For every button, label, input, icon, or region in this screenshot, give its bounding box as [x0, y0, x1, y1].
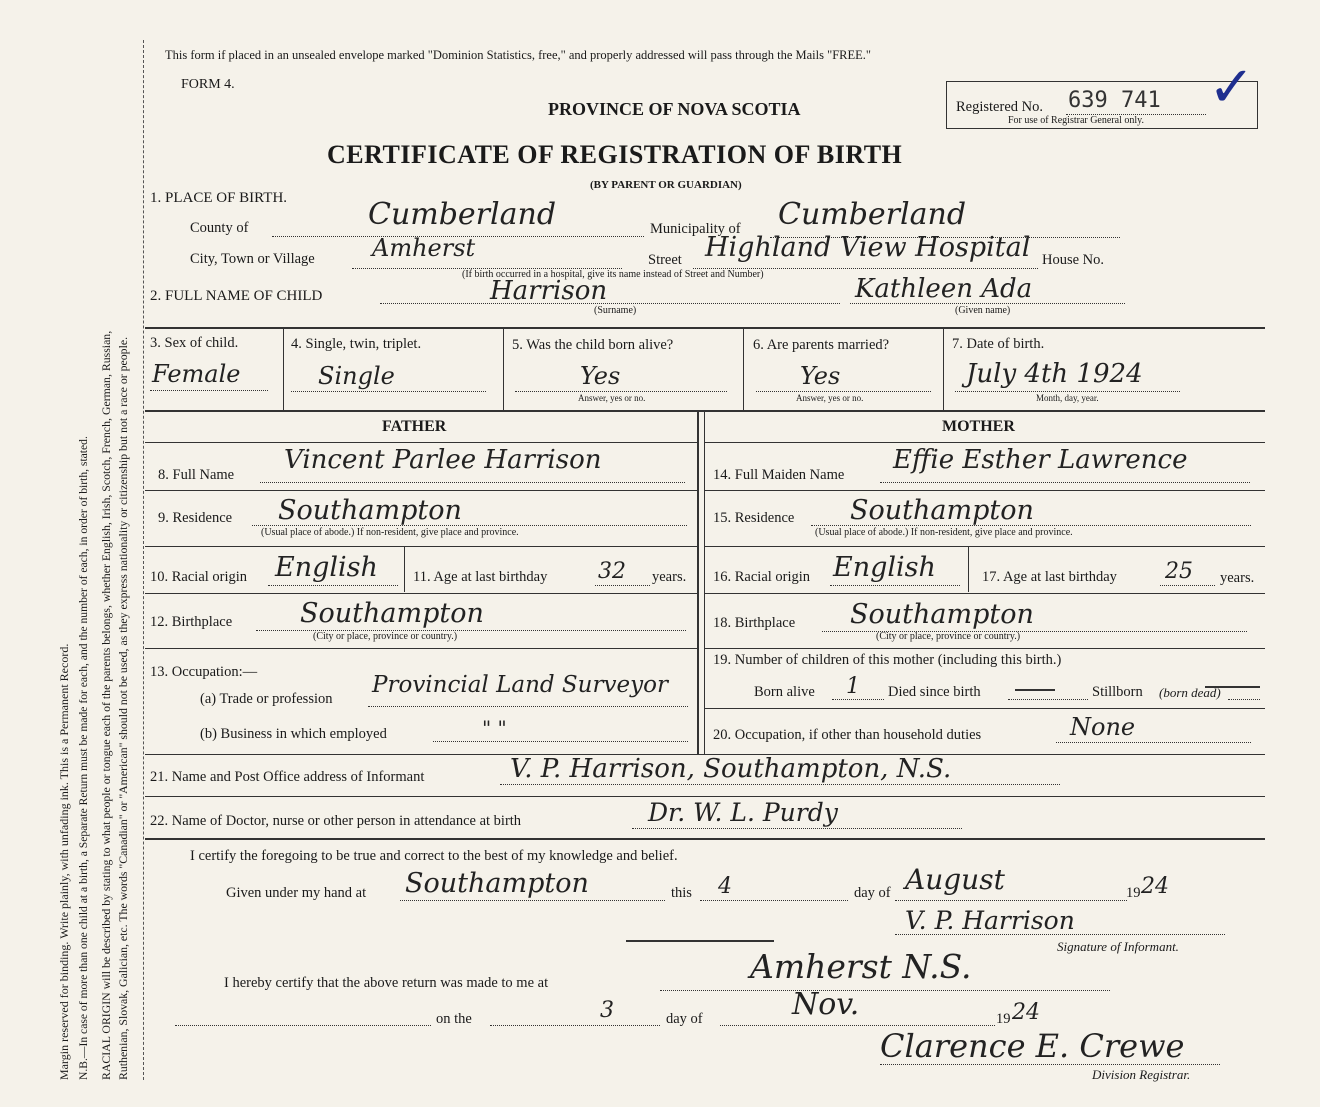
given-day-line	[700, 900, 848, 901]
given-caption: (Given name)	[955, 305, 1011, 316]
born-alive-count-line	[832, 699, 884, 700]
grid-line-heading-l	[145, 442, 697, 443]
father-occupation-label: 13. Occupation:—	[150, 664, 258, 680]
informant-label: 21. Name and Post Office address of Informant	[150, 769, 425, 785]
registered-label: Registered No.	[956, 99, 1043, 115]
given-month-line	[895, 900, 1127, 901]
mother-name-label: 14. Full Maiden Name	[713, 467, 845, 483]
registrar-note: For use of Registrar General only.	[1008, 115, 1144, 126]
surname-caption: (Surname)	[594, 305, 637, 316]
sex-label: 3. Sex of child.	[150, 335, 239, 351]
father-trade-line	[368, 706, 688, 707]
given-under-label: Given under my hand at	[226, 885, 367, 901]
grid-f-3	[145, 593, 697, 594]
died-line	[1008, 699, 1088, 700]
mother-residence-label: 15. Residence	[713, 510, 795, 526]
father-race-label: 10. Racial origin	[150, 569, 248, 585]
margin-rule	[143, 40, 144, 1080]
mother-years-label: years.	[1220, 570, 1255, 586]
day-of-label: day of	[854, 885, 891, 901]
mother-birthplace-value: Southampton	[850, 599, 1034, 630]
given-place-line	[400, 900, 665, 901]
father-years-label: years.	[652, 569, 687, 585]
place-of-birth-label: 1. PLACE OF BIRTH.	[150, 190, 288, 206]
father-business-value: " "	[482, 716, 507, 740]
mother-residence-value: Southampton	[850, 495, 1034, 526]
father-residence-value: Southampton	[278, 495, 462, 526]
hospital-note: (If birth occurred in a hospital, give its name instead of Street and Number)	[462, 269, 764, 280]
on-the-label: on the	[436, 1011, 472, 1027]
certificate-title: CERTIFICATE OF REGISTRATION OF BIRTH	[327, 140, 903, 169]
married-line	[756, 391, 931, 392]
given-line	[850, 303, 1125, 304]
date-line	[955, 391, 1180, 392]
sex-line	[150, 390, 268, 391]
mother-race-div	[968, 547, 969, 592]
mother-res-line	[811, 525, 1251, 526]
father-trade-label: (a) Trade or profession	[200, 691, 333, 707]
hereby-statement: I hereby certify that the above return was made to me at	[224, 975, 549, 991]
given-year-prefix: 19	[1126, 885, 1141, 901]
mother-children-label: 19. Number of children of this mother (including this birth.)	[713, 652, 1062, 668]
given-place-value: Southampton	[405, 868, 589, 899]
registered-number: 639 741	[1068, 88, 1161, 113]
mother-race-value: English	[833, 552, 936, 583]
county-label: County of	[190, 220, 249, 236]
given-month-value: August	[905, 863, 1005, 896]
mother-heading: MOTHER	[942, 418, 1015, 435]
mother-born-alive-value: 1	[846, 674, 860, 699]
grid-line-22	[145, 838, 1265, 840]
street-value: Highland View Hospital	[705, 232, 1031, 263]
stillborn-dash	[1205, 686, 1260, 688]
grid-f-4	[145, 648, 697, 649]
row3-div-4	[943, 328, 944, 410]
registration-year-prefix: 19	[996, 1011, 1011, 1027]
date-of-birth-label: 7. Date of birth.	[952, 336, 1045, 352]
surname-value: Harrison	[490, 276, 608, 306]
grid-m-4	[705, 648, 1265, 649]
father-race-div	[404, 547, 405, 592]
father-age-line	[595, 585, 650, 586]
row3-div-2	[503, 328, 504, 410]
registration-day-line	[490, 1025, 660, 1026]
father-trade-value: Provincial Land Surveyor	[372, 672, 668, 698]
center-divider	[697, 411, 699, 754]
grid-line-row3	[145, 410, 1265, 412]
registrar-label: Division Registrar.	[1092, 1067, 1191, 1082]
informant-value: V. P. Harrison, Southampton, N.S.	[510, 754, 952, 784]
mother-occupation-label: 20. Occupation, if other than household duties	[713, 727, 982, 743]
sex-value: Female	[152, 360, 241, 388]
grid-line-top	[145, 327, 1265, 329]
father-birthplace-label: 12. Birthplace	[150, 614, 233, 630]
registrar-line	[880, 1064, 1220, 1065]
row3-div-3	[743, 328, 744, 410]
surname-line	[380, 303, 840, 304]
father-age-label: 11. Age at last birthday	[413, 569, 548, 585]
signature-line	[895, 934, 1225, 935]
county-value: Cumberland	[368, 197, 557, 232]
mother-race-line	[830, 585, 960, 586]
mother-occupation-value: None	[1070, 713, 1136, 741]
father-age-value: 32	[598, 559, 626, 584]
grid-m-1	[705, 490, 1265, 491]
father-name-line	[260, 482, 685, 483]
mother-birthplace-label: 18. Birthplace	[713, 615, 796, 631]
attendant-label: 22. Name of Doctor, nurse or other person in attendance at birth	[150, 813, 522, 829]
certify-statement: I certify the foregoing to be true and correct to the best of my knowledge and belief.	[190, 848, 678, 864]
form-number: FORM 4.	[181, 77, 235, 92]
died-dash	[1015, 689, 1055, 691]
born-alive-caption: Answer, yes or no.	[578, 393, 646, 403]
born-alive-label: 5. Was the child born alive?	[512, 337, 674, 353]
province-title: PROVINCE OF NOVA SCOTIA	[548, 99, 801, 119]
father-race-value: English	[275, 552, 378, 583]
given-name-value: Kathleen Ada	[855, 274, 1033, 304]
registration-day-of-label: day of	[666, 1011, 703, 1027]
date-caption: Month, day, year.	[1036, 393, 1099, 403]
father-race-line	[268, 585, 398, 586]
certificate-subtitle: (BY PARENT OR GUARDIAN)	[590, 179, 742, 191]
mother-age-value: 25	[1165, 559, 1193, 584]
street-label: Street	[648, 252, 682, 268]
plurality-line	[291, 391, 486, 392]
attendant-value: Dr. W. L. Purdy	[648, 798, 838, 827]
margin-note-racial-origin-cont: Ruthenian, Slovak, Galician, etc. The words "Canadian" or "American" should not be used, as they express nationality or citizenship but not a race or people.	[116, 336, 130, 1080]
mother-age-line	[1160, 585, 1215, 586]
born-alive-value: Yes	[580, 362, 621, 390]
father-residence-caption: (Usual place of abode.) If non-resident, give place and province.	[261, 527, 519, 538]
married-caption: Answer, yes or no.	[796, 393, 864, 403]
married-label: 6. Are parents married?	[753, 337, 890, 353]
married-value: Yes	[800, 362, 841, 390]
margin-note-permanent: Margin reserved for binding. Write plainly, with unfading ink. This is a Permanent Record.	[57, 643, 71, 1080]
municipality-value: Cumberland	[778, 197, 967, 232]
plurality-label: 4. Single, twin, triplet.	[291, 336, 422, 352]
grid-line-21	[145, 796, 1265, 797]
lead-line	[175, 1025, 431, 1026]
municipality-label: Municipality of	[650, 221, 741, 237]
margin-note-multiple-births: N.B.—In case of more than one child at a birth, a Separate Return must be made for each, and the number of each, in order of birth, stated.	[77, 436, 90, 1080]
father-res-line	[252, 525, 687, 526]
city-value: Amherst	[372, 234, 476, 262]
father-business-label: (b) Business in which employed	[200, 726, 387, 742]
margin-note-racial-origin: RACIAL ORIGIN will be described by stating to what people or tongue each of the parents belongs, whether English, Irish, Scotch, French, German, Russian,	[99, 330, 113, 1080]
registration-place-line	[660, 990, 1110, 991]
signature-label: Signature of Informant.	[1057, 939, 1179, 954]
mother-born-alive-label: Born alive	[754, 684, 815, 700]
registration-year-value: 24	[1012, 1000, 1040, 1025]
born-alive-line	[515, 391, 727, 392]
father-name-label: 8. Full Name	[158, 467, 235, 483]
father-residence-label: 9. Residence	[158, 510, 233, 526]
registration-day-value: 3	[600, 998, 614, 1023]
stillborn-note: (born dead)	[1159, 685, 1221, 700]
plurality-value: Single	[318, 362, 395, 390]
mother-race-label: 16. Racial origin	[713, 569, 811, 585]
grid-f-2	[145, 546, 697, 547]
father-name-value: Vincent Parlee Harrison	[284, 445, 602, 475]
mother-age-label: 17. Age at last birthday	[982, 569, 1117, 585]
center-divider-2	[704, 411, 705, 754]
house-no-label: House No.	[1042, 252, 1105, 268]
mother-stillborn-label: Stillborn	[1092, 684, 1143, 700]
registration-place-value: Amherst N.S.	[750, 947, 972, 986]
mother-name-line	[880, 482, 1250, 483]
informant-signature: V. P. Harrison	[905, 906, 1075, 935]
mother-occ-line	[1056, 742, 1251, 743]
child-name-label: 2. FULL NAME OF CHILD	[150, 288, 323, 304]
stillborn-line	[1228, 699, 1260, 700]
grid-m-2	[705, 546, 1265, 547]
given-day-value: 4	[718, 874, 732, 899]
father-birthplace-value: Southampton	[300, 598, 484, 629]
registrar-signature: Clarence E. Crewe	[880, 1027, 1185, 1065]
mother-name-value: Effie Esther Lawrence	[893, 445, 1188, 475]
date-of-birth-value: July 4th 1924	[966, 359, 1143, 389]
attendant-line	[632, 828, 962, 829]
mother-died-label: Died since birth	[888, 684, 981, 700]
grid-f-1	[145, 490, 697, 491]
mail-notice: This form if placed in an unsealed envelope marked "Dominion Statistics, free," and properly addressed will pass through the Mails "FREE."	[165, 48, 872, 62]
row3-div-1	[283, 328, 284, 410]
informant-line	[500, 784, 1060, 785]
father-birthplace-caption: (City or place, province or country.)	[313, 631, 458, 642]
father-business-line	[433, 741, 688, 742]
city-label: City, Town or Village	[190, 251, 315, 267]
given-year-value: 24	[1141, 874, 1169, 899]
father-heading: FATHER	[382, 418, 447, 435]
grid-m-5	[705, 708, 1265, 709]
grid-m-3	[705, 593, 1265, 594]
mother-residence-caption: (Usual place of abode.) If non-resident, give place and province.	[815, 527, 1073, 538]
separator-line	[626, 940, 774, 942]
check-mark-icon: ✓	[1208, 55, 1255, 120]
this-label: this	[671, 885, 692, 901]
registration-month-value: Nov.	[792, 987, 860, 1022]
grid-line-heading-r	[705, 442, 1265, 443]
registration-month-line	[720, 1025, 995, 1026]
mother-birthplace-caption: (City or place, province or country.)	[876, 631, 1021, 642]
